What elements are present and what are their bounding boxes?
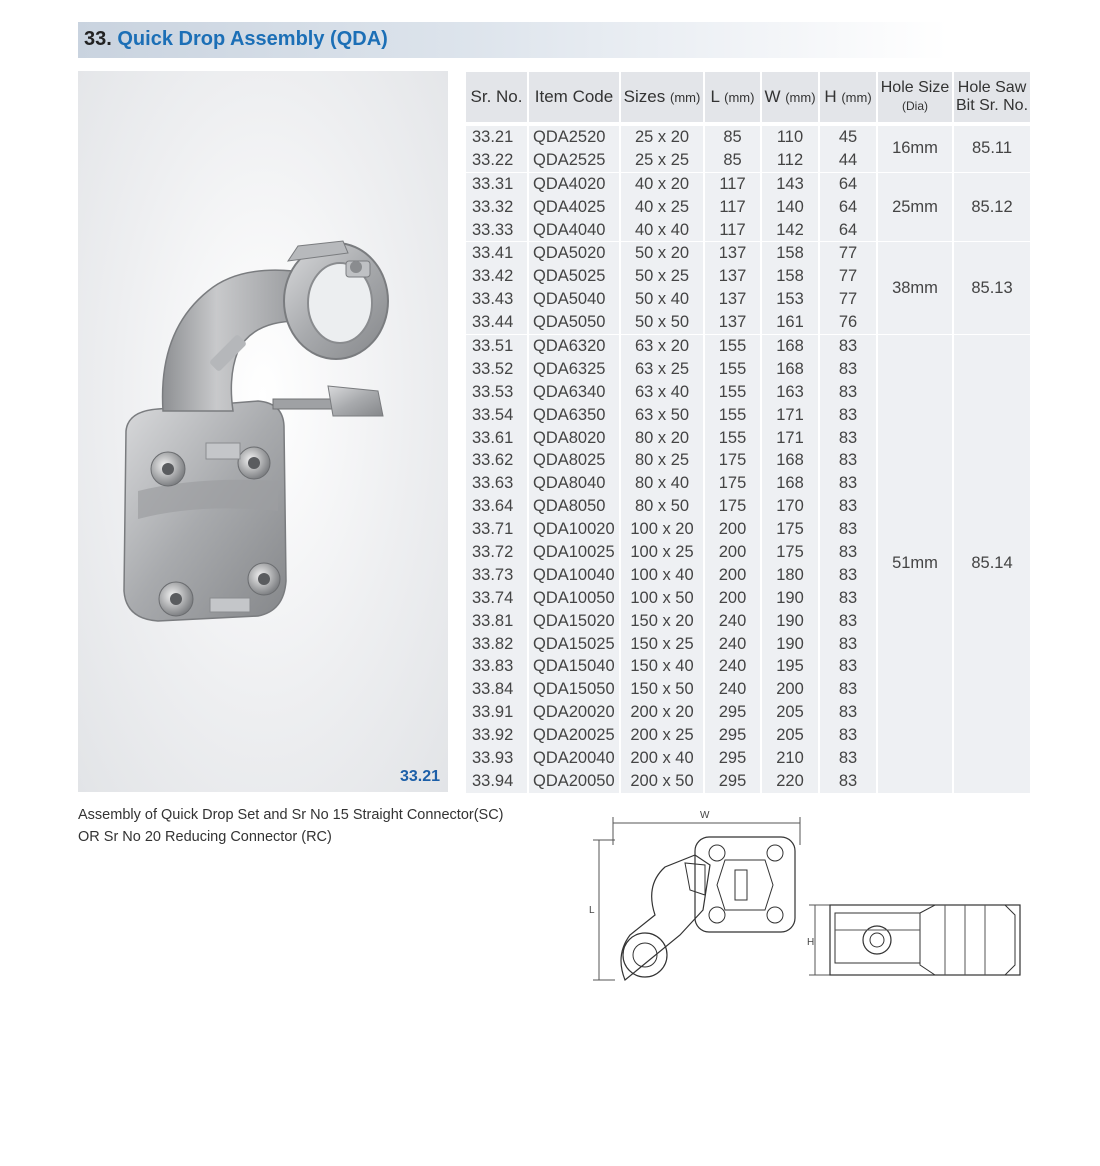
cell-size: 200 x 50 [621, 770, 703, 793]
cell-item-code: QDA10025 [529, 541, 619, 564]
cell-size: 40 x 25 [621, 196, 703, 219]
caption-line-1: Assembly of Quick Drop Set and Sr No 15 Straight Connector(SC) [78, 807, 504, 823]
cell-size: 100 x 20 [621, 518, 703, 541]
quick-drop-assembly-image [78, 71, 448, 792]
cell-sr-no: 33.31 [466, 172, 527, 196]
cell-item-code: QDA5050 [529, 311, 619, 334]
cell-item-code: QDA10020 [529, 518, 619, 541]
cell-l: 240 [705, 633, 760, 656]
cell-sr-no: 33.91 [466, 701, 527, 724]
cell-hole-saw-bit: 85.14 [954, 334, 1030, 793]
cell-size: 200 x 20 [621, 701, 703, 724]
cell-l: 137 [705, 311, 760, 334]
cell-sr-no: 33.52 [466, 358, 527, 381]
cell-l: 240 [705, 655, 760, 678]
cell-w: 175 [762, 541, 818, 564]
w-label: W [700, 810, 710, 821]
cell-w: 140 [762, 196, 818, 219]
cell-item-code: QDA2525 [529, 149, 619, 172]
cell-hole-size: 38mm [878, 241, 952, 334]
cell-h: 44 [820, 149, 876, 172]
cell-l: 200 [705, 587, 760, 610]
cell-sr-no: 33.84 [466, 678, 527, 701]
cell-item-code: QDA10050 [529, 587, 619, 610]
cell-w: 110 [762, 126, 818, 149]
cell-l: 155 [705, 427, 760, 450]
cell-w: 168 [762, 334, 818, 358]
cell-l: 240 [705, 610, 760, 633]
cell-h: 77 [820, 288, 876, 311]
cell-l: 295 [705, 770, 760, 793]
cell-w: 158 [762, 265, 818, 288]
cell-l: 295 [705, 724, 760, 747]
column-header-l: L (mm) [705, 72, 760, 122]
cell-h: 83 [820, 541, 876, 564]
cell-item-code: QDA20040 [529, 747, 619, 770]
cell-l: 240 [705, 678, 760, 701]
cell-size: 150 x 50 [621, 678, 703, 701]
cell-item-code: QDA8040 [529, 472, 619, 495]
table-body [466, 126, 1030, 793]
cell-item-code: QDA8050 [529, 495, 619, 518]
cell-size: 50 x 50 [621, 311, 703, 334]
table-row [466, 241, 1030, 265]
cell-w: 143 [762, 172, 818, 196]
cell-w: 205 [762, 724, 818, 747]
cell-h: 64 [820, 172, 876, 196]
column-header-h: H (mm) [820, 72, 876, 122]
cell-sr-no: 33.22 [466, 149, 527, 172]
l-label: L [589, 905, 595, 916]
cell-sr-no: 33.63 [466, 472, 527, 495]
cell-hole-saw-bit: 85.11 [954, 126, 1030, 172]
cell-size: 80 x 40 [621, 472, 703, 495]
cell-w: 170 [762, 495, 818, 518]
cell-sr-no: 33.62 [466, 449, 527, 472]
cell-size: 200 x 40 [621, 747, 703, 770]
cell-h: 83 [820, 633, 876, 656]
cell-size: 150 x 20 [621, 610, 703, 633]
cell-item-code: QDA4025 [529, 196, 619, 219]
cell-hole-size: 51mm [878, 334, 952, 793]
cell-h: 83 [820, 358, 876, 381]
photo-item-code: 33.21 [399, 768, 440, 785]
cell-l: 295 [705, 701, 760, 724]
cell-h: 83 [820, 701, 876, 724]
column-header-sr-no: Sr. No. [466, 72, 527, 122]
cell-l: 200 [705, 518, 760, 541]
cell-size: 40 x 40 [621, 219, 703, 242]
cell-size: 50 x 40 [621, 288, 703, 311]
product-caption [78, 804, 504, 848]
cell-l: 155 [705, 358, 760, 381]
cell-w: 168 [762, 472, 818, 495]
cell-w: 161 [762, 311, 818, 334]
cell-h: 83 [820, 472, 876, 495]
column-header-hole-saw: Hole Saw Bit Sr. No. [954, 72, 1030, 122]
cell-w: 158 [762, 241, 818, 265]
cell-h: 83 [820, 427, 876, 450]
cell-w: 112 [762, 149, 818, 172]
column-header-w: W (mm) [762, 72, 818, 122]
cell-sr-no: 33.51 [466, 334, 527, 358]
cell-l: 155 [705, 404, 760, 427]
cell-h: 83 [820, 587, 876, 610]
cell-h: 83 [820, 495, 876, 518]
table-row [466, 126, 1030, 149]
cell-size: 40 x 20 [621, 172, 703, 196]
cell-sr-no: 33.54 [466, 404, 527, 427]
cell-item-code: QDA6320 [529, 334, 619, 358]
cell-l: 175 [705, 472, 760, 495]
cell-sr-no: 33.71 [466, 518, 527, 541]
cell-sr-no: 33.43 [466, 288, 527, 311]
cell-size: 100 x 50 [621, 587, 703, 610]
cell-item-code: QDA6325 [529, 358, 619, 381]
cell-sr-no: 33.32 [466, 196, 527, 219]
column-header-sizes: Sizes (mm) [621, 72, 703, 122]
cell-sr-no: 33.72 [466, 541, 527, 564]
cell-h: 83 [820, 770, 876, 793]
cell-l: 117 [705, 196, 760, 219]
cell-w: 171 [762, 427, 818, 450]
cell-size: 63 x 25 [621, 358, 703, 381]
cell-w: 168 [762, 358, 818, 381]
cell-h: 83 [820, 564, 876, 587]
cell-item-code: QDA20050 [529, 770, 619, 793]
dimension-drawing [585, 805, 1025, 990]
cell-l: 155 [705, 381, 760, 404]
cell-size: 150 x 40 [621, 655, 703, 678]
cell-l: 117 [705, 172, 760, 196]
cell-l: 175 [705, 449, 760, 472]
cell-sr-no: 33.81 [466, 610, 527, 633]
cell-size: 100 x 25 [621, 541, 703, 564]
cell-h: 76 [820, 311, 876, 334]
cell-item-code: QDA20025 [529, 724, 619, 747]
cell-w: 190 [762, 610, 818, 633]
cell-item-code: QDA5025 [529, 265, 619, 288]
cell-h: 83 [820, 404, 876, 427]
cell-w: 200 [762, 678, 818, 701]
cell-hole-saw-bit: 85.12 [954, 172, 1030, 242]
cell-h: 45 [820, 126, 876, 149]
cell-size: 25 x 25 [621, 149, 703, 172]
cell-item-code: QDA4020 [529, 172, 619, 196]
cell-size: 150 x 25 [621, 633, 703, 656]
section-number: 33. [84, 28, 112, 50]
cell-sr-no: 33.73 [466, 564, 527, 587]
cell-sr-no: 33.64 [466, 495, 527, 518]
cell-h: 83 [820, 655, 876, 678]
cell-size: 80 x 20 [621, 427, 703, 450]
cell-sr-no: 33.21 [466, 126, 527, 149]
cell-l: 200 [705, 564, 760, 587]
section-title [84, 28, 388, 51]
h-label: H [807, 937, 815, 948]
cell-size: 63 x 20 [621, 334, 703, 358]
cell-item-code: QDA15050 [529, 678, 619, 701]
cell-w: 175 [762, 518, 818, 541]
cell-item-code: QDA15020 [529, 610, 619, 633]
cell-w: 180 [762, 564, 818, 587]
cell-w: 195 [762, 655, 818, 678]
cell-size: 200 x 25 [621, 724, 703, 747]
cell-item-code: QDA20020 [529, 701, 619, 724]
cell-hole-saw-bit: 85.13 [954, 241, 1030, 334]
cell-sr-no: 33.53 [466, 381, 527, 404]
cell-size: 63 x 50 [621, 404, 703, 427]
cell-item-code: QDA6340 [529, 381, 619, 404]
cell-l: 117 [705, 219, 760, 242]
cell-w: 142 [762, 219, 818, 242]
cell-w: 220 [762, 770, 818, 793]
cell-h: 64 [820, 196, 876, 219]
cell-l: 137 [705, 241, 760, 265]
cell-l: 155 [705, 334, 760, 358]
cell-w: 205 [762, 701, 818, 724]
cell-w: 210 [762, 747, 818, 770]
cell-item-code: QDA10040 [529, 564, 619, 587]
cell-sr-no: 33.44 [466, 311, 527, 334]
cell-w: 190 [762, 587, 818, 610]
caption-line-2: OR Sr No 20 Reducing Connector (RC) [78, 829, 332, 845]
cell-l: 175 [705, 495, 760, 518]
cell-sr-no: 33.92 [466, 724, 527, 747]
cell-w: 153 [762, 288, 818, 311]
cell-hole-size: 25mm [878, 172, 952, 242]
column-header-hole-size: Hole Size (Dia) [878, 72, 952, 122]
cell-item-code: QDA8020 [529, 427, 619, 450]
cell-item-code: QDA15025 [529, 633, 619, 656]
cell-sr-no: 33.82 [466, 633, 527, 656]
table-row [466, 172, 1030, 196]
cell-h: 83 [820, 747, 876, 770]
cell-h: 83 [820, 381, 876, 404]
cell-size: 80 x 25 [621, 449, 703, 472]
cell-sr-no: 33.42 [466, 265, 527, 288]
cell-h: 83 [820, 610, 876, 633]
cell-item-code: QDA2520 [529, 126, 619, 149]
cell-sr-no: 33.74 [466, 587, 527, 610]
cell-size: 80 x 50 [621, 495, 703, 518]
cell-sr-no: 33.93 [466, 747, 527, 770]
cell-sr-no: 33.33 [466, 219, 527, 242]
cell-w: 163 [762, 381, 818, 404]
cell-item-code: QDA5040 [529, 288, 619, 311]
cell-h: 77 [820, 241, 876, 265]
cell-item-code: QDA5020 [529, 241, 619, 265]
cell-size: 63 x 40 [621, 381, 703, 404]
cell-l: 137 [705, 288, 760, 311]
cell-hole-size: 16mm [878, 126, 952, 172]
cell-h: 83 [820, 724, 876, 747]
cell-item-code: QDA8025 [529, 449, 619, 472]
cell-h: 83 [820, 449, 876, 472]
cell-size: 100 x 40 [621, 564, 703, 587]
cell-size: 25 x 20 [621, 126, 703, 149]
product-photo [78, 71, 448, 792]
cell-w: 190 [762, 633, 818, 656]
cell-size: 50 x 25 [621, 265, 703, 288]
cell-h: 83 [820, 334, 876, 358]
cell-sr-no: 33.83 [466, 655, 527, 678]
cell-item-code: QDA6350 [529, 404, 619, 427]
cell-l: 295 [705, 747, 760, 770]
specification-table [464, 72, 1032, 793]
cell-w: 168 [762, 449, 818, 472]
cell-l: 85 [705, 149, 760, 172]
cell-l: 85 [705, 126, 760, 149]
cell-l: 200 [705, 541, 760, 564]
cell-h: 77 [820, 265, 876, 288]
column-header-item-code: Item Code [529, 72, 619, 122]
cell-sr-no: 33.41 [466, 241, 527, 265]
section-header [78, 22, 948, 58]
cell-w: 171 [762, 404, 818, 427]
cell-item-code: QDA15040 [529, 655, 619, 678]
table-header-row [466, 72, 1030, 122]
cell-item-code: QDA4040 [529, 219, 619, 242]
table-row [466, 334, 1030, 358]
cell-h: 83 [820, 518, 876, 541]
cell-l: 137 [705, 265, 760, 288]
section-title-text: Quick Drop Assembly (QDA) [117, 28, 388, 50]
cell-sr-no: 33.94 [466, 770, 527, 793]
cell-sr-no: 33.61 [466, 427, 527, 450]
cell-size: 50 x 20 [621, 241, 703, 265]
cell-h: 64 [820, 219, 876, 242]
cell-h: 83 [820, 678, 876, 701]
